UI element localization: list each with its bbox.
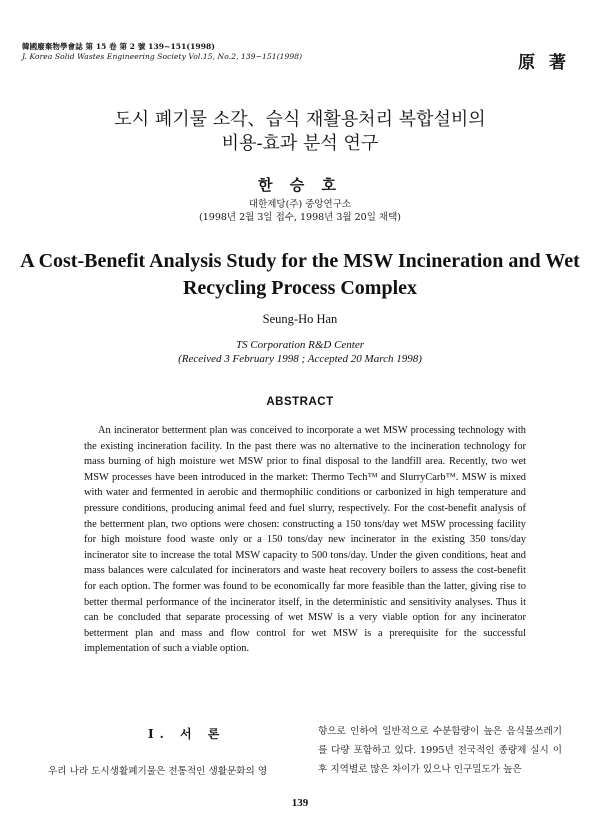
article-type-badge: 原 著 bbox=[518, 53, 570, 73]
english-title-line1: A Cost-Benefit Analysis Study for the MSW Incineration and Wet bbox=[20, 250, 580, 272]
korean-affiliation-block bbox=[0, 198, 600, 224]
intro-right-column: 향으로 인하여 일반적으로 수분함량이 높은 음식물쓰레기를 다량 포함하고 있다. 1995년 전국적인 종량제 실시 이후 지역별로 많은 차이가 있으나 인구밀도가 높은 bbox=[318, 726, 562, 775]
english-author: Seung-Ho Han bbox=[262, 312, 338, 326]
korean-received-dates: (1998년 2월 3일 접수, 1998년 3월 20일 채택) bbox=[199, 212, 401, 223]
korean-author: 한 승 호 bbox=[258, 176, 342, 194]
journal-name-korean: 韓國廢棄物學會誌 第 15 卷 第 2 號 139~151(1998) bbox=[22, 42, 215, 51]
english-affiliation-block bbox=[0, 338, 600, 366]
english-received-dates: (Received 3 February 1998 ; Accepted 20 March 1998) bbox=[178, 353, 422, 365]
journal-header bbox=[22, 42, 302, 62]
korean-title-line2: 비용-효과 분석 연구 bbox=[221, 133, 379, 154]
korean-title-line1: 도시 폐기물 소각、습식 재활용처리 복합설비의 bbox=[114, 109, 486, 130]
page-number: 139 bbox=[291, 797, 309, 809]
section-heading-introduction: Ⅰ. 서 론 bbox=[148, 727, 226, 741]
english-title-line2: Recycling Process Complex bbox=[182, 277, 418, 299]
intro-left-column: 우리 나라 도시생활폐기물은 전통적인 생활문화의 영 bbox=[48, 766, 268, 777]
abstract-body: An incinerator betterment plan was conceived to incorporate a wet MSW processing technology with the existing incineration facility. In the past there was no alternative to the incineration technology for mass burning of high moisture wet MSW prior to final disposal to the landfill area. Recently, two wet MSW processes have been introduced in the market: Thermo Tech™ and SlurryCarb™. MSW is mixed with water and fermented in aerobic and thermophilic conditions or carbonized in high temperature and pressure conditions, producing animal feed and fuel slurry, respectively. For the cost-benefit analysis of the betterment plan, two options were chosen: constructing a 150 tons/day wet MSW processing facility for high moisture food waste only or a 150 tons/day new incinerator in the existing 350 tons/day incinerator site to increase the total MSW capacity to 500 tons/day. Under the given conditions, heat and mass balances were calculated for incinerators and waste heat recovery boilers to assess the cost-benefit for each option. The former was found to be economically far more feasible than the latter, giving rise to better thermal performance of the incinerator itself, in the deterministic and sensitivity analyses. Thus it can be concluded that separate processing of wet MSW is a very viable option for any incinerator betterment plan and mass and flow control for wet MSW is a prerequisite for the successful implementation of such a viable option. bbox=[84, 425, 526, 655]
abstract-heading: ABSTRACT bbox=[266, 396, 334, 408]
korean-title bbox=[0, 108, 600, 156]
journal-name-english: J. Korea Solid Wastes Engineering Society Vol.15, No.2, 139~151(1998) bbox=[22, 52, 303, 61]
korean-affiliation: 대한제당(주) 중앙연구소 bbox=[248, 199, 352, 210]
english-affiliation: TS Corporation R&D Center bbox=[235, 339, 365, 351]
english-title bbox=[0, 248, 600, 302]
